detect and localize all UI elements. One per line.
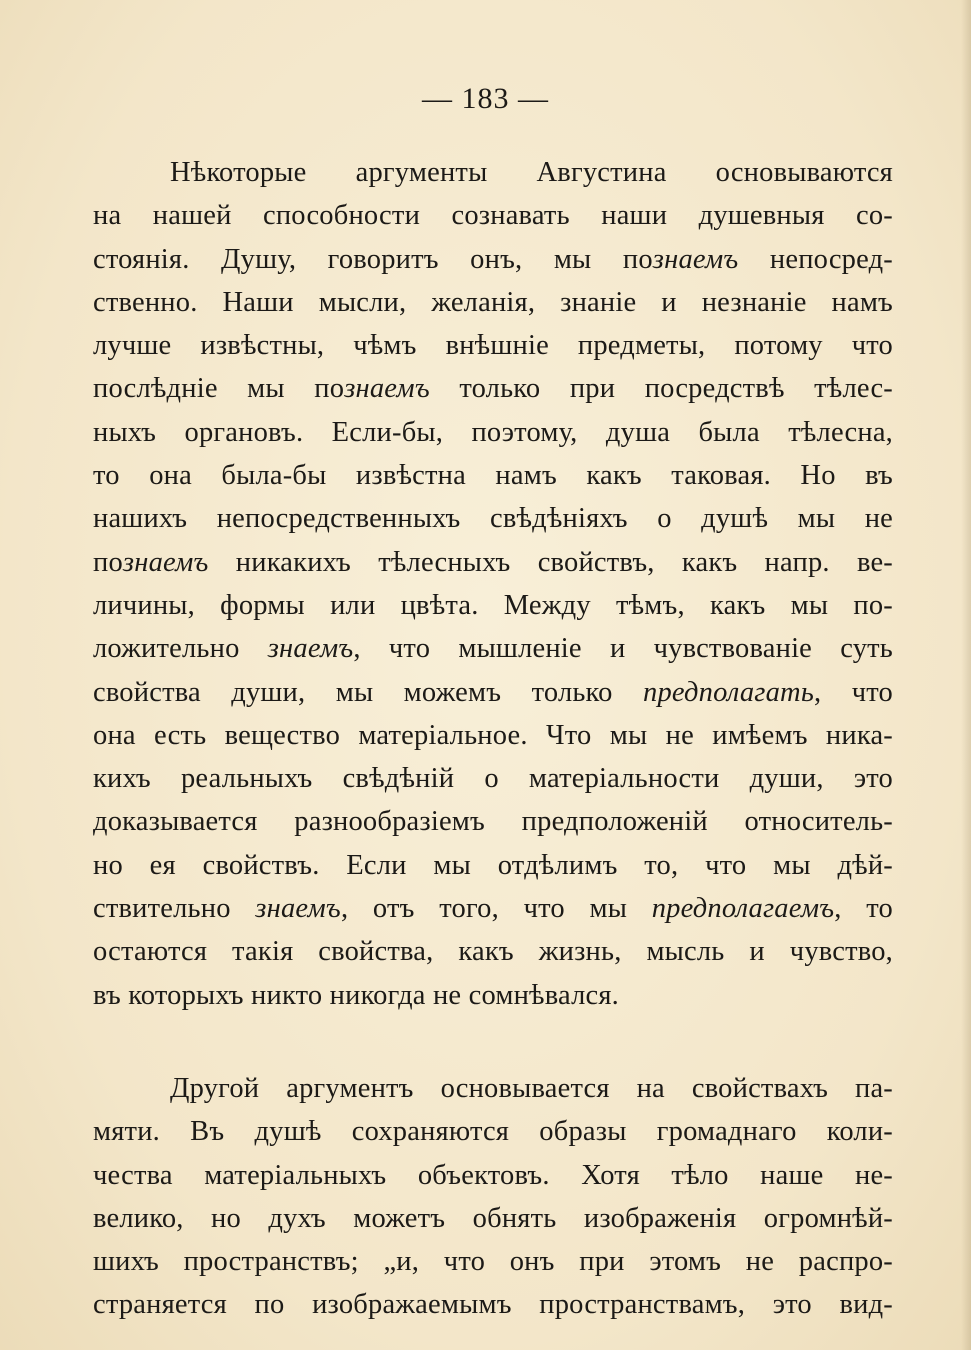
text-line: ныхъ органовъ. Если-бы, поэтому, душа была тѣлесна, [93,416,893,448]
paragraph-2 [93,1067,893,1327]
text-line: въ которыхъ никто никогда не сомнѣвался. [93,979,619,1011]
text-line: мяти. Въ душѣ сохраняются образы громаднаго коли- [93,1116,893,1148]
text-line: кихъ реальныхъ свѣдѣній о матеріальности души, это [93,763,893,795]
text-line: страняется по изображаемымъ пространствамъ, это вид- [93,1289,893,1321]
page-edge-shadow [961,0,971,1350]
text-line: свойства души, мы можемъ только предполагать, что [93,676,893,708]
text-line: на нашей способности сознавать наши душевныя со- [93,200,893,232]
text-line: велико, но духъ можетъ обнять изображенія огромнѣй- [93,1202,893,1234]
page-number: — 183 — [422,82,549,115]
text-line: шихъ пространствъ; „и, что онъ при этомъ не распро- [93,1246,893,1278]
text-line: ложительно знаемъ, что мышленіе и чувствованіе суть [93,633,893,665]
text-line: ствительно знаемъ, отъ того, что мы предполагаемъ, то [93,893,893,925]
text-line: ственно. Наши мысли, желанія, знаніе и незнаніе намъ [93,286,893,318]
text-line: лучше извѣстны, чѣмъ внѣшніе предметы, потому что [93,330,893,362]
text-line: но ея свойствъ. Если мы отдѣлимъ то, что мы дѣй- [93,849,893,881]
text-line: Нѣкоторые аргументы Августина основываются [170,157,893,188]
text-line: послѣдніе мы познаемъ только при посредствѣ тѣлес- [93,373,893,405]
text-line: то она была-бы извѣстна намъ какъ таковая. Но въ [93,460,893,492]
paragraph-1 [93,151,893,1017]
text-line: она есть вещество матеріальное. Что мы не имѣемъ ника- [93,719,893,751]
text-line: доказывается разнообразіемъ предположеній относитель- [93,806,893,838]
text-line: личины, формы или цвѣта. Между тѣмъ, какъ мы по- [93,589,893,621]
text-line: познаемъ никакихъ тѣлесныхъ свойствъ, какъ напр. ве- [93,546,893,578]
text-line: чества матеріальныхъ объектовъ. Хотя тѣло наше не- [93,1159,893,1191]
text-line: нашихъ непосредственныхъ свѣдѣніяхъ о душѣ мы не [93,503,893,535]
text-line: Другой аргументъ основывается на свойствахъ па- [170,1073,893,1104]
text-line: стоянія. Душу, говоритъ онъ, мы познаемъ непосред- [93,243,893,275]
text-line: остаются такія свойства, какъ жизнь, мысль и чувство, [93,936,893,968]
